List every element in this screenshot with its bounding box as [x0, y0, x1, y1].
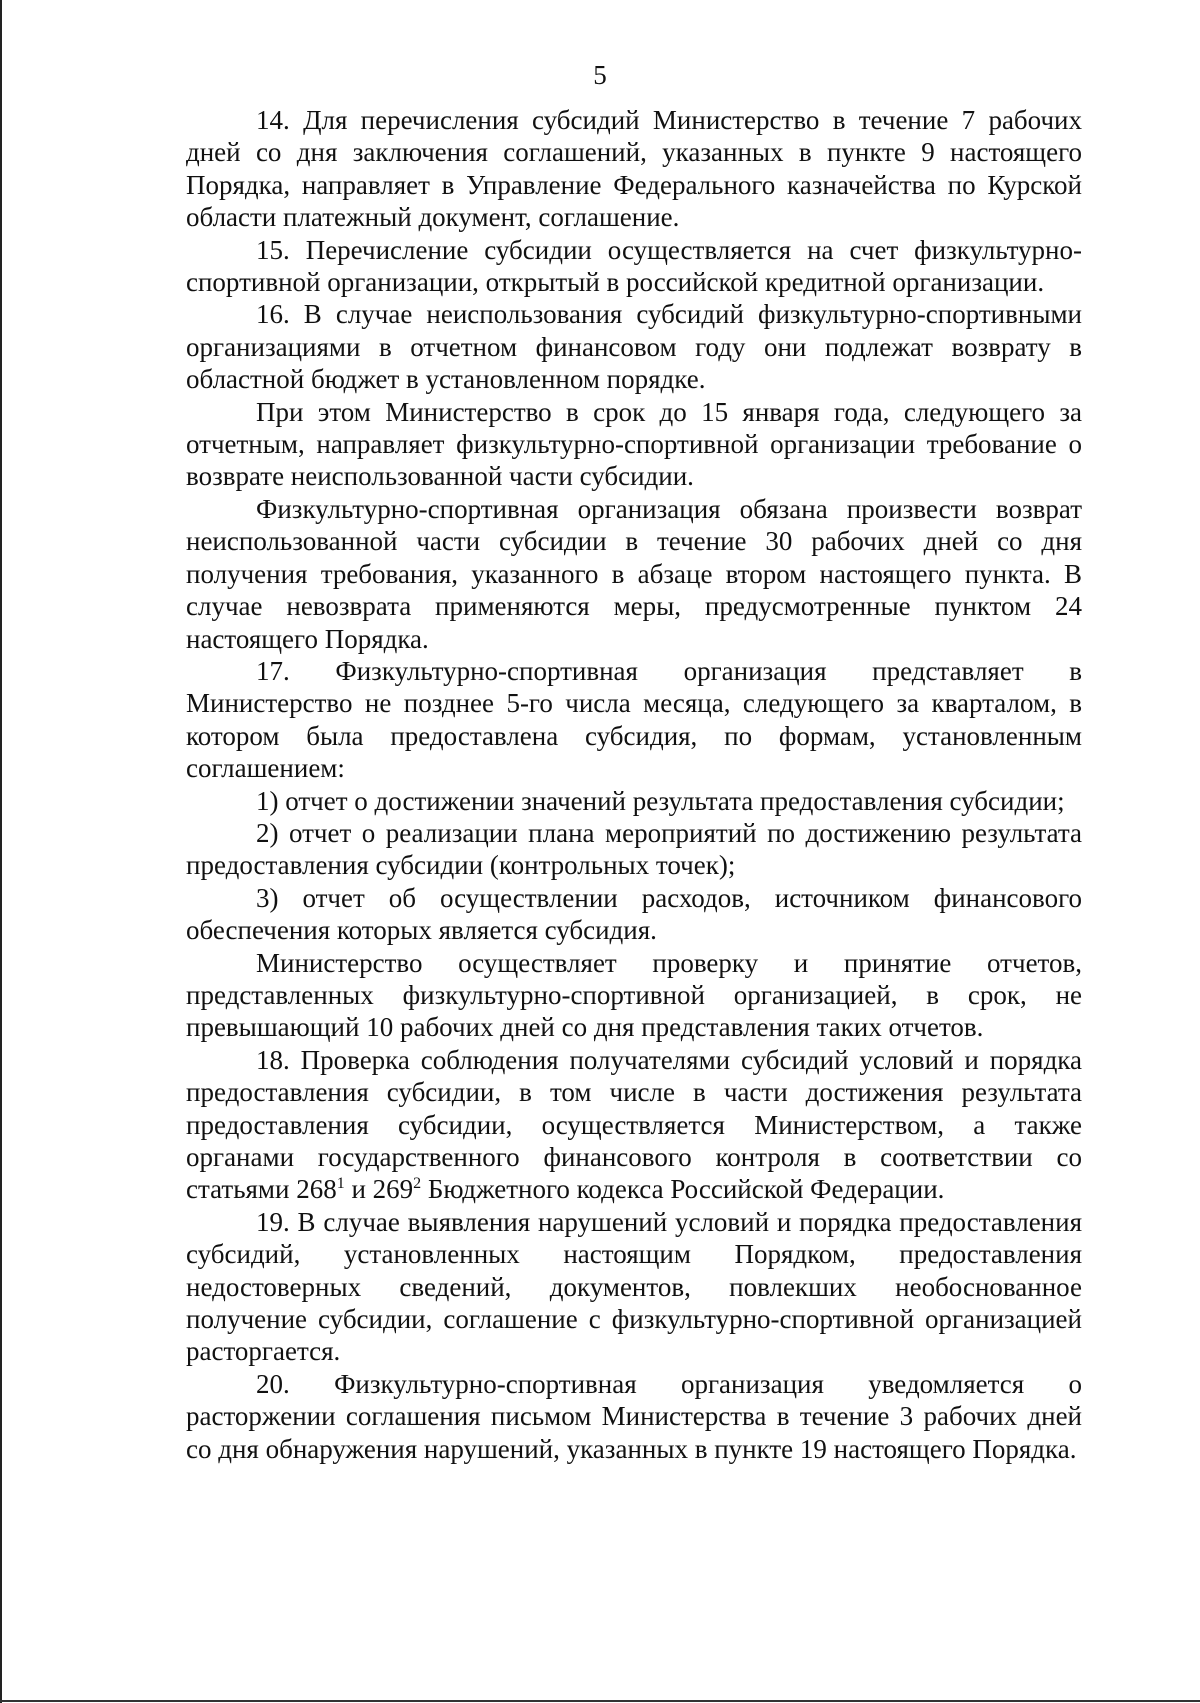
paragraph-18-text-before: 18. Проверка соблюдения получателями субсидий условий и порядка предоставления субсидии, в том числе в части достижения результата предоставления субсидии, осуществляется Министерством, а также органами государственного финансового контроля в соответствии со статьями 268 [186, 1044, 1082, 1205]
paragraph-18 [186, 1044, 1082, 1206]
article-268-superscript: 1 [336, 1175, 345, 1193]
paragraph-18-text-middle: и 269 [344, 1174, 414, 1205]
paragraph-17-review: Министерство осуществляет проверку и принятие отчетов, представленных физкультурно-спортивной организацией, в срок, не превышающий 10 рабочих дней со дня представления таких отчетов. [186, 947, 1082, 1043]
paragraph-20: 20. Физкультурно-спортивная организация уведомляется о расторжении соглашения письмом Министерства в течение 3 рабочих дней со дня обнаружения нарушений, указанных в пункте 19 настоящего Порядка. [186, 1368, 1082, 1464]
scan-edge-bottom [0, 1700, 1200, 1702]
scan-edge-left [0, 0, 2, 1703]
article-269-superscript: 2 [413, 1175, 422, 1193]
paragraph-18-text-after: Бюджетного кодекса Российской Федерации. [421, 1174, 945, 1205]
paragraph-16-part-2: При этом Министерство в срок до 15 января года, следующего за отчетным, направляет физкультурно-спортивной организации требование о возврате неиспользованной части субсидии. [186, 396, 1082, 492]
paragraph-14: 14. Для перечисления субсидий Министерство в течение 7 рабочих дней со дня заключения соглашений, указанных в пункте 9 настоящего Порядка, направляет в Управление Федерального казначейства по Курской области платежный документ, соглашение. [186, 105, 1082, 233]
paragraph-16-part-3: Физкультурно-спортивная организация обязана произвести возврат неиспользованной части субсидии в течение 30 рабочих дней со дня получения требования, указанного в абзаце втором настоящего пункта. В случае невозврата применяются меры, предусмотренные пунктом 24 настоящего Порядка. [186, 493, 1082, 654]
paragraph-16: 16. В случае неиспользования субсидий физкультурно-спортивными организациями в отчетном финансовом году они подлежат возврату в областной бюджет в установленном порядке. [186, 299, 1082, 395]
document-body [186, 104, 1082, 1465]
paragraph-15: 15. Перечисление субсидии осуществляется на счет физкультурно-спортивной организации, открытый в российской кредитной организации. [186, 234, 1082, 298]
paragraph-17-item-2: 2) отчет о реализации плана мероприятий по достижению результата предоставления субсидии (контрольных точек); [186, 817, 1082, 881]
paragraph-17-item-1: 1) отчет о достижении значений результата предоставления субсидии; [256, 785, 1065, 816]
paragraph-17-item-3: 3) отчет об осуществлении расходов, источником финансового обеспечения которых является субсидия. [186, 882, 1082, 946]
paragraph-17: 17. Физкультурно-спортивная организация представляет в Министерство не позднее 5-го числа месяца, следующего за кварталом, в котором была предоставлена субсидия, по формам, установленным соглашением: [186, 655, 1082, 784]
paragraph-19: 19. В случае выявления нарушений условий и порядка предоставления субсидий, установленных настоящим Порядком, предоставления недостоверных сведений, документов, повлекших необоснованное получение субсидии, соглашение с физкультурно-спортивной организацией расторгается. [186, 1206, 1082, 1367]
page-number: 5 [593, 60, 607, 90]
